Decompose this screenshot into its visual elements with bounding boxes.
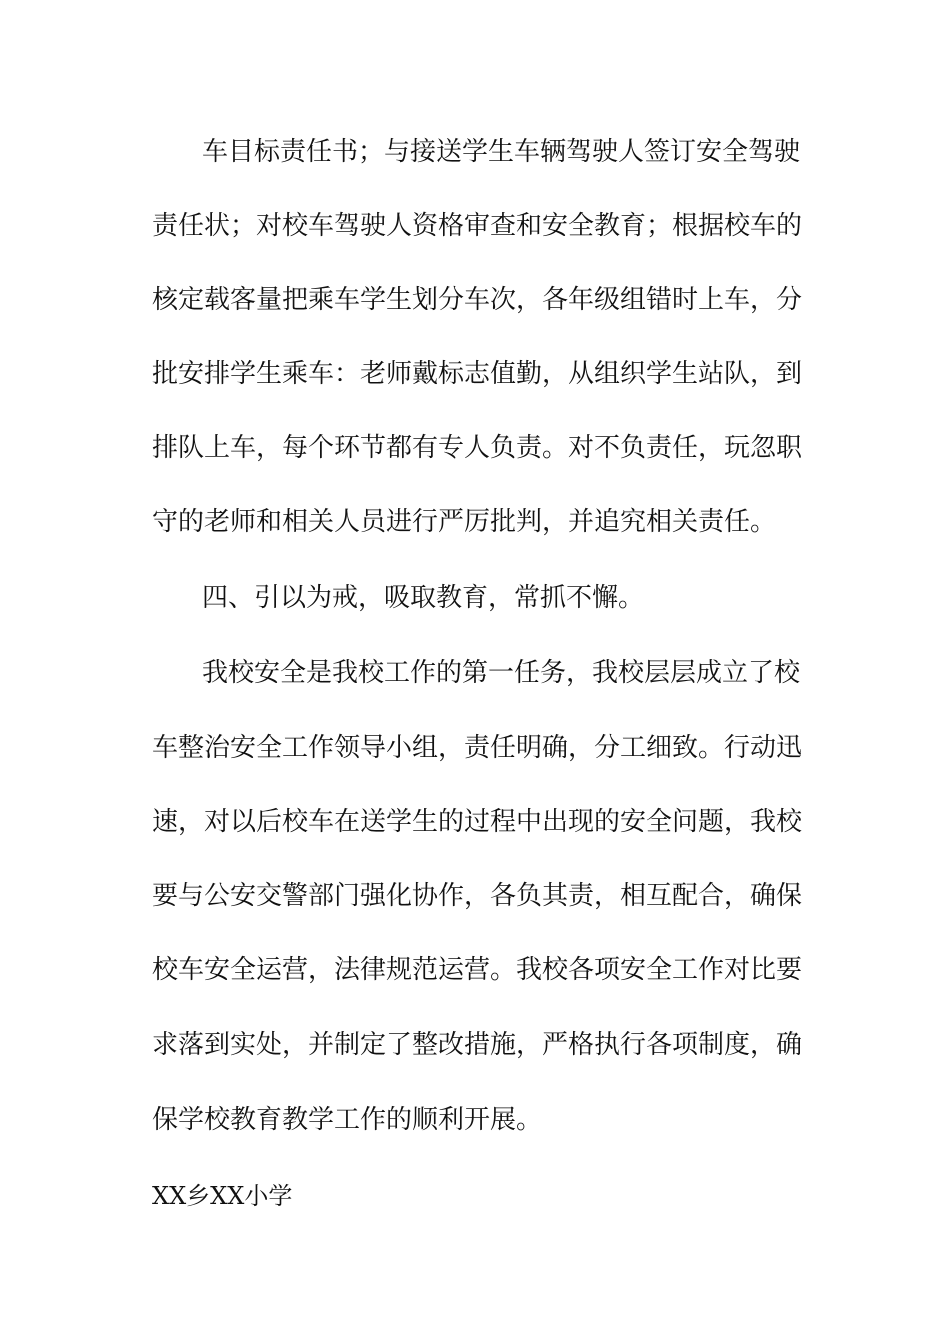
paragraph-line: 车整治安全工作领导小组，责任明确，分工细致。行动迅 <box>152 733 803 763</box>
paragraph-line: 要与公安交警部门强化协作，各负其责，相互配合，确保 <box>152 881 803 911</box>
paragraph-line: 守的老师和相关人员进行严厉批判，并追究相关责任。 <box>152 507 777 537</box>
paragraph-line: 车目标责任书；与接送学生车辆驾驶人签订安全驾驶 <box>202 137 801 167</box>
paragraph-line: 批安排学生乘车：老师戴标志值勤，从组织学生站队，到 <box>152 359 803 389</box>
paragraph-line: 速，对以后校车在送学生的过程中出现的安全问题，我校 <box>152 807 803 837</box>
paragraph-line: 排队上车，每个环节都有专人负责。对不负责任，玩忽职 <box>152 433 803 463</box>
signature: XX乡XX小学 <box>152 1182 293 1210</box>
paragraph-line: 求落到实处，并制定了整改措施，严格执行各项制度，确 <box>152 1030 803 1060</box>
paragraph-line: 责任状；对校车驾驶人资格审查和安全教育；根据校车的 <box>152 211 803 241</box>
paragraph-line: 我校安全是我校工作的第一任务，我校层层成立了校 <box>202 658 801 688</box>
paragraph-line: 校车安全运营，法律规范运营。我校各项安全工作对比要 <box>152 955 803 985</box>
paragraph-line: 保学校教育教学工作的顺利开展。 <box>152 1105 543 1135</box>
paragraph-line: 核定载客量把乘车学生划分车次，各年级组错时上车，分 <box>152 285 803 315</box>
section-heading: 四、引以为戒，吸取教育，常抓不懈。 <box>202 583 645 613</box>
